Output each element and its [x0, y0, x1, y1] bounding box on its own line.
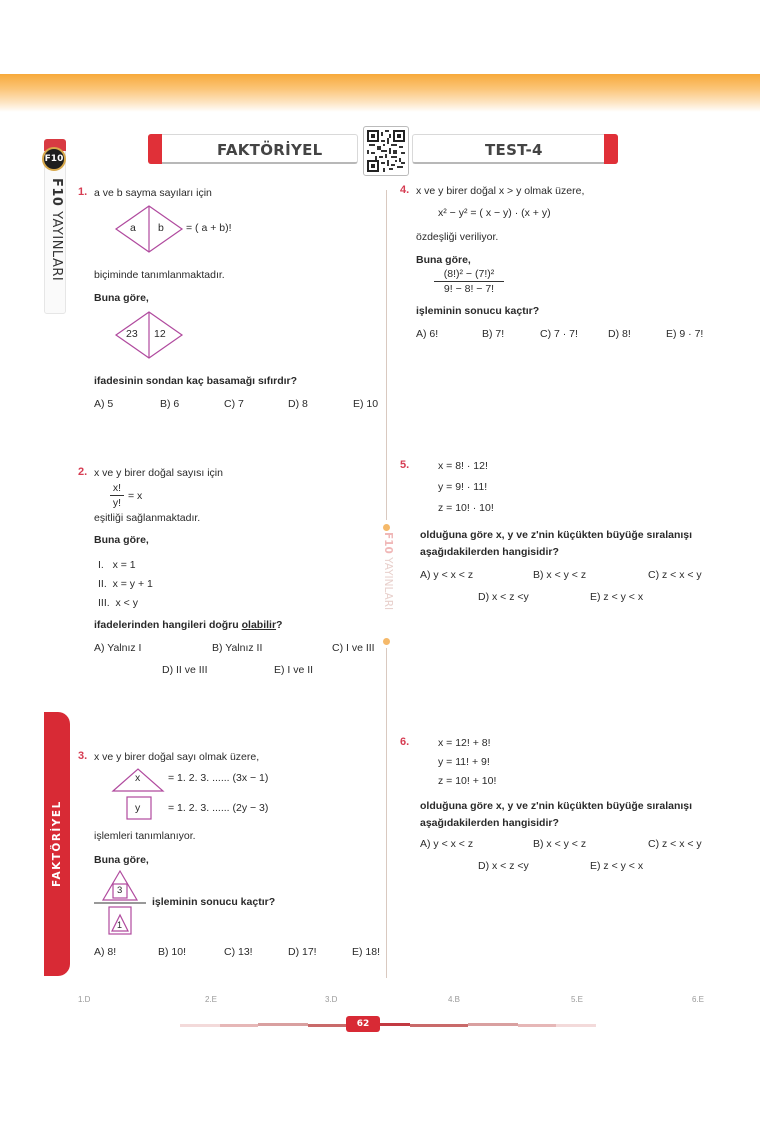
buna-gore: Buna göre,	[94, 854, 149, 866]
fraction-denominator: 9! − 8! − 7!	[443, 283, 495, 295]
option-e[interactable]: E) 9 · 7!	[666, 328, 704, 340]
option-e[interactable]: E) 18!	[352, 946, 381, 958]
footer-segment	[258, 1023, 308, 1026]
inner-top-value: 3	[117, 885, 123, 896]
answer-key-1: 1.D	[78, 995, 91, 1004]
question-number: 4.	[400, 184, 410, 196]
watermark-bold: F10	[382, 532, 394, 554]
divider-dot	[383, 524, 390, 531]
column-divider	[386, 648, 387, 978]
column-divider	[386, 190, 387, 520]
question-number: 1.	[78, 186, 88, 198]
option-c[interactable]: C) 7 · 7!	[540, 328, 578, 340]
option-e[interactable]: E) 10	[353, 398, 379, 410]
footer-segment	[410, 1024, 468, 1027]
diamond-shape-icon	[114, 310, 184, 360]
fraction	[434, 268, 504, 295]
question-text: ifadesinin sondan kaç basamağı sıfırdır?	[94, 375, 298, 387]
square-label: y	[135, 802, 141, 814]
option-b[interactable]: B) Yalnız II	[212, 642, 263, 654]
definition-note: biçiminde tanımlanmaktadır.	[94, 269, 225, 281]
fraction-rhs: = x	[128, 490, 143, 502]
definition-note: işlemleri tanımlanıyor.	[94, 830, 196, 842]
option-b[interactable]: B) 6	[160, 398, 180, 410]
question-text: işleminin sonucu kaçtır?	[416, 305, 540, 317]
option-c[interactable]: C) z < x < y	[648, 569, 702, 581]
watermark-brand	[380, 532, 394, 632]
question-underlined: olabilir	[241, 619, 277, 631]
option-d[interactable]: D) x < z <y	[478, 860, 529, 872]
option-c[interactable]: C) 13!	[224, 946, 253, 958]
page-number: 62	[346, 1016, 380, 1032]
option-a[interactable]: A) 8!	[94, 946, 117, 958]
publisher-name-rest: YAYINLARI	[49, 206, 64, 282]
equation-y: y = 9! · 11!	[438, 481, 488, 493]
publisher-name-bold: F10	[49, 178, 64, 207]
question-4	[400, 184, 745, 344]
answer-key-3: 3.D	[325, 995, 338, 1004]
topic-side-text: FAKTÖRİYEL	[51, 800, 63, 888]
diamond-shape-icon	[114, 204, 184, 254]
option-d[interactable]: D) 17!	[288, 946, 317, 958]
question-post: ?	[276, 619, 283, 631]
fraction-numerator: x!	[110, 482, 124, 496]
identity: x² − y² = ( x − y) · (x + y)	[438, 207, 551, 219]
question-3	[78, 750, 381, 980]
qr-code-graphic	[367, 130, 405, 172]
diamond-right-value: 12	[154, 328, 166, 340]
inner-bottom-value: 1	[117, 920, 123, 930]
option-b[interactable]: B) 10!	[158, 946, 187, 958]
question-5	[400, 459, 745, 603]
diamond-left-value: 23	[126, 328, 138, 340]
option-d[interactable]: D) 8	[288, 398, 308, 410]
topic-side-label	[44, 712, 70, 976]
question-text: işleminin sonucu kaçtır?	[152, 896, 276, 908]
option-a[interactable]: A) Yalnız I	[94, 642, 142, 654]
option-b[interactable]: B) x < y < z	[533, 569, 587, 581]
watermark-rest: YAYINLARI	[382, 553, 394, 611]
footer-segment	[556, 1024, 596, 1027]
option-b[interactable]: B) 7!	[482, 328, 505, 340]
statement-1: I. x = 1	[98, 559, 136, 571]
question-number: 6.	[400, 736, 410, 748]
option-a[interactable]: A) y < x < z	[420, 569, 474, 581]
question-text-line-1: olduğuna göre x, y ve z'nin küçükten büyüğe sıralanışı	[420, 529, 693, 541]
triangle-definition: = 1. 2. 3. ...... (3x − 1)	[168, 772, 269, 784]
question-2	[78, 466, 378, 686]
footer-segment	[220, 1024, 258, 1027]
buna-gore: Buna göre,	[94, 292, 149, 304]
option-a[interactable]: A) y < x < z	[420, 838, 474, 850]
question-number: 2.	[78, 466, 88, 478]
option-a[interactable]: A) 6!	[416, 328, 439, 340]
answer-key-4: 4.B	[448, 995, 461, 1004]
definition-note: eşitliği sağlanmaktadır.	[94, 512, 201, 524]
answer-key-6: 6.E	[692, 995, 705, 1004]
equation-x: x = 8! · 12!	[438, 460, 488, 472]
test-title: TEST-4	[485, 141, 543, 159]
equation-z: z = 10! · 10!	[438, 502, 494, 514]
statement-3: III. x < y	[98, 597, 138, 609]
publisher-name-vertical	[44, 178, 64, 308]
divider-dot	[383, 638, 390, 645]
equation-y: y = 11! + 9!	[438, 756, 490, 768]
option-b[interactable]: B) x < y < z	[533, 838, 587, 850]
question-pre: ifadelerinden hangileri doğru	[94, 619, 242, 631]
publisher-logo: F10	[42, 147, 66, 171]
question-number: 3.	[78, 750, 88, 762]
question-intro: a ve b sayma sayıları için	[94, 187, 212, 199]
option-e[interactable]: E) z < y < x	[590, 591, 644, 603]
option-c[interactable]: C) I ve III	[332, 642, 375, 654]
option-c[interactable]: C) 7	[224, 398, 244, 410]
question-intro: x ve y birer doğal x > y olmak üzere,	[416, 185, 585, 197]
topic-header	[148, 134, 358, 164]
fraction-numerator: (8!)² − (7!)²	[434, 268, 504, 282]
option-e[interactable]: E) I ve II	[274, 664, 314, 676]
option-e[interactable]: E) z < y < x	[590, 860, 644, 872]
option-d[interactable]: D) 8!	[608, 328, 631, 340]
question-number: 5.	[400, 459, 410, 471]
square-definition: = 1. 2. 3. ...... (2y − 3)	[168, 802, 269, 814]
question-text-line-2: aşağıdakilerden hangisidir?	[420, 546, 559, 558]
question-intro: x ve y birer doğal sayı olmak üzere,	[94, 751, 260, 763]
footer-segment	[380, 1023, 410, 1026]
top-decorative-band	[0, 74, 760, 112]
test-header	[412, 134, 618, 164]
page-footer	[0, 1018, 760, 1038]
header-accent	[604, 134, 618, 164]
diamond-right-label: b	[158, 222, 164, 234]
question-intro: x ve y birer doğal sayısı için	[94, 467, 223, 479]
buna-gore: Buna göre,	[416, 254, 471, 266]
statement-2: II. x = y + 1	[98, 578, 153, 590]
definition-rhs: = ( a + b)!	[186, 222, 232, 234]
header-accent	[148, 134, 162, 164]
option-c[interactable]: C) z < x < y	[648, 838, 702, 850]
triangle-label: x	[135, 772, 141, 784]
footer-segment	[468, 1023, 518, 1026]
qr-code-icon[interactable]	[363, 126, 409, 176]
diamond-left-label: a	[130, 222, 136, 234]
equation-x: x = 12! + 8!	[438, 737, 491, 749]
question-text-line-1: olduğuna göre x, y ve z'nin küçükten büyüğe sıralanışı	[420, 800, 693, 812]
question-6	[400, 736, 745, 876]
fraction-denominator: y!	[112, 497, 122, 509]
option-d[interactable]: D) II ve III	[162, 664, 208, 676]
answer-key-5: 5.E	[571, 995, 584, 1004]
answer-key-2: 2.E	[205, 995, 218, 1004]
buna-gore: Buna göre,	[94, 534, 149, 546]
option-d[interactable]: D) x < z <y	[478, 591, 529, 603]
topic-title: FAKTÖRİYEL	[217, 141, 323, 159]
footer-segment	[180, 1024, 220, 1027]
definition-note: özdeşliği veriliyor.	[416, 231, 499, 243]
fraction	[110, 482, 124, 509]
question-1	[78, 186, 378, 416]
equation-z: z = 10! + 10!	[438, 775, 497, 787]
footer-segment	[518, 1024, 556, 1027]
question-text-line-2: aşağıdakilerden hangisidir?	[420, 817, 559, 829]
question-text	[94, 619, 282, 631]
option-a[interactable]: A) 5	[94, 398, 114, 410]
